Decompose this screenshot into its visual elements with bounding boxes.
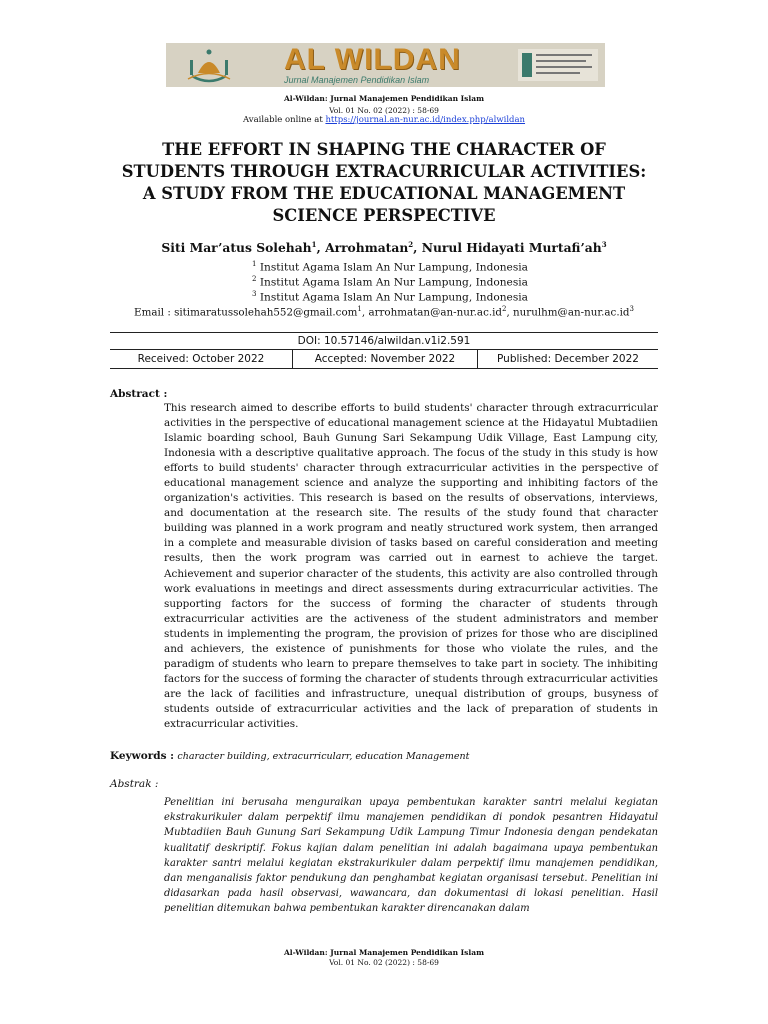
- journal-banner: [166, 43, 605, 87]
- published-date: Published: December 2022: [497, 353, 639, 365]
- affiliation: [180, 260, 600, 274]
- footer-volume-info: Vol. 01 No. 02 (2022) : 58-69: [329, 958, 439, 967]
- keywords: [110, 750, 469, 762]
- email-sup: 3: [629, 305, 634, 313]
- available-prefix: Available online at: [242, 115, 323, 125]
- author-list: Siti Mar’atus Solehah$^1$, Arrohmatan$^2$, Nurul Hidayati $Murtafi’ah^3$: [161, 240, 607, 256]
- affiliation-text: Institut Agama Islam An Nur Lampung, Indonesia: [259, 276, 528, 289]
- affiliation: [180, 275, 600, 289]
- abstrak-text: Penelitian ini berusaha menguraikan upaya pembentukan karakter santri melalui kegiatan ekstrakurikuler dalam perpektif ilmu manajemen pendidikan di pondok pesantren Hidayatul Mubtadiien Bauh Gunung Sari Sekampung Udik Lampung Timur Indonesia dengan pendekatan kualitatif deskriptif. Fokus kajian dalam penelitian ini adalah bagaimana upaya pembentukan karakter santri melalui kegiatan ekstrakurikuler dalam perpektif ilmu manajemen pendidikan, dan menganalisis faktor pendukung dan penghambat kegiatan organisasi tersebut. Penelitian ini didasarkan pada hasil observasi, wawancara, dan dokumentasi di lokasi penelitian. Hasil penelitian ditemukan bahwa pembentukan karakter direncanakan dalam: [164, 797, 658, 915]
- author-name: Siti Mar’atus Solehah: [161, 240, 312, 256]
- received-date: Received: October 2022: [110, 350, 293, 368]
- mosque-logo-icon: [184, 46, 234, 84]
- affiliation-sup: 1: [252, 260, 257, 268]
- journal-url-link[interactable]: https://journal.an-nur.ac.id/index.php/alwildan: [325, 115, 526, 125]
- email-sup: 2: [502, 305, 507, 313]
- journal-cover-thumbnail-icon: [518, 49, 598, 81]
- accepted-date: Accepted: November 2022: [293, 350, 478, 368]
- banner-title: AL WILDAN: [284, 43, 461, 76]
- author-name: Arrohmatan: [325, 240, 409, 256]
- abstract-label: Abstract :: [110, 388, 168, 400]
- author-sup: 3: [601, 240, 607, 249]
- author-sup: 2: [408, 240, 414, 249]
- affiliation-sup: 2: [252, 275, 257, 283]
- author-name: Nurul Hidayati Murtafi’ah: [421, 240, 602, 256]
- article-meta-table: [110, 332, 658, 369]
- abstrak-label: Abstrak :: [110, 778, 159, 790]
- banner-subtitle: Jurnal Manajemen Pendidikan Islam: [284, 75, 430, 85]
- email-sup: 1: [357, 305, 362, 313]
- affiliation: [180, 290, 600, 304]
- footer-journal-name: Al-Wildan: Jurnal Manajemen Pendidikan Islam: [283, 948, 485, 957]
- dates-row: [110, 350, 658, 368]
- volume-info: Vol. 01 No. 02 (2022) : 58-69: [329, 106, 439, 115]
- email-label: Email :: [134, 306, 171, 319]
- email-address[interactable]: sitimaratussolehah552@gmail.com: [174, 306, 358, 319]
- affiliation-text: Institut Agama Islam An Nur Lampung, Indonesia: [259, 291, 528, 304]
- email-line: Email : sitimaratussolehah552@gmail.com$^1$, $arrohmatan@an-nur.ac.id^2$, $nurulhm@an-nur.ac.id^3$: [134, 305, 634, 319]
- keywords-label: Keywords :: [110, 750, 175, 762]
- journal-name: Al-Wildan: Jurnal Manajemen Pendidikan Islam: [283, 94, 485, 103]
- email-address[interactable]: nurulhm@an-nur.ac.id: [513, 306, 630, 319]
- abstract-text: This research aimed to describe efforts to build students' character through extracurricular activities in the perspective of educational management science at the Hidayatul Mubtadiien Islamic boarding school, Bauh Gunung Sari Sekampung Udik Village, East Lampung city, Indonesia with a descriptive qualitative approach. The focus of the study in this study is how efforts to build students' character through extracurricular activities in the perspective of educational management science and analyze the supporting and inhibiting factors of the organization's activities. This research is based on the results of observations, interviews, and documentation at the research site. The results of the study found that character building was planned in a work program and neatly structured work system, then arranged in a complete and measurable division of tasks based on careful consideration and meeting results, then the work program was carried out in earnest to achieve the target. Achievement and superior character of the students, this activity are also controlled through work evaluations in meetings and direct assessments during extracurricular activities. The supporting factors for the success of forming the character of students through extracurricular activities are the activeness of the student administrators and member students in implementing the program, the provision of prizes for those who are disciplined and achievers, the existence of punishments for those who violate the rules, and the paradigm of students who learn to prepare themselves to take part in society. The inhibiting factors for the success of forming the character of students through extracurricular activities are the lack of facilities and infrastructure, unequal distribution of groups, busyness of students outside of extracurricular activities and the lack of preparation of students in extracurricular activities.: [164, 402, 658, 730]
- affiliation-sup: 3: [252, 290, 257, 298]
- email-address[interactable]: arrohmatan@an-nur.ac.id: [368, 306, 503, 319]
- keywords-value: character building, extracurricularr, education Management: [177, 751, 470, 762]
- availability-line: [0, 115, 768, 125]
- affiliation-text: Institut Agama Islam An Nur Lampung, Indonesia: [259, 261, 528, 274]
- author-sup: 1: [311, 240, 317, 249]
- doi[interactable]: DOI: 10.57146/alwildan.v1i2.591: [110, 333, 658, 350]
- article-title: THE EFFORT IN SHAPING THE CHARACTER OF STUDENTS THROUGH EXTRACURRICULAR ACTIVITIES: A STUDY FROM THE EDUCATIONAL MANAGEMENT SCIENCE PERSPECTIVE: [121, 140, 647, 225]
